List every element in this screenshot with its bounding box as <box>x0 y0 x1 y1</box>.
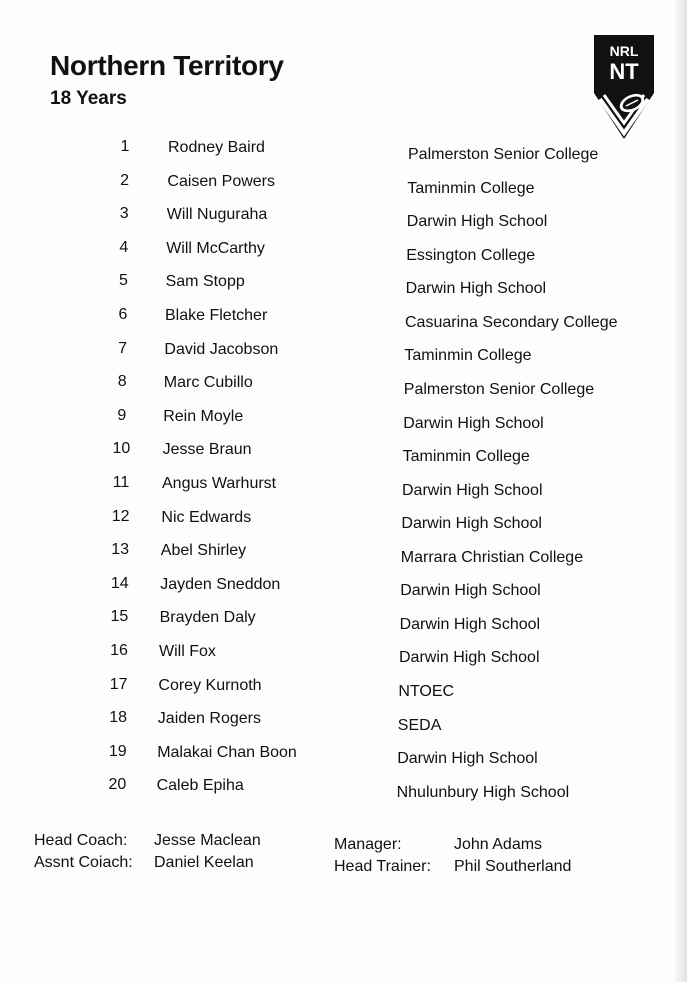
player-row <box>96 371 636 405</box>
player-school: NTOEC <box>398 683 455 701</box>
player-row <box>96 674 636 708</box>
player-name: Marc Cubillo <box>163 374 253 392</box>
player-school: Taminmin College <box>404 347 532 365</box>
page-title: Northern Territory <box>50 50 284 81</box>
player-name: Corey Kurnoth <box>158 676 262 694</box>
staff-role-label: Head Coach: <box>34 832 128 849</box>
player-number: 2 <box>120 171 130 189</box>
player-school: Darwin High School <box>400 582 541 600</box>
player-number: 3 <box>119 205 129 223</box>
player-row <box>96 237 636 271</box>
player-number: 8 <box>117 373 127 391</box>
player-number: 17 <box>109 675 128 693</box>
player-roster <box>96 136 636 808</box>
player-row <box>96 136 636 170</box>
player-name: Rodney Baird <box>168 139 265 156</box>
player-name: Caleb Epiha <box>156 777 244 795</box>
staff-line <box>34 854 324 876</box>
player-name: Brayden Daly <box>159 609 256 627</box>
staff-line <box>334 836 634 858</box>
staff-line <box>334 858 634 880</box>
player-number: 12 <box>111 507 130 525</box>
player-school: Darwin High School <box>402 481 543 499</box>
player-school: Essington College <box>406 246 536 264</box>
player-name: Will McCarthy <box>166 239 265 257</box>
player-school: Palmerston Senior College <box>408 146 599 163</box>
player-row <box>96 707 636 741</box>
player-row <box>96 338 636 372</box>
player-school: Darwin High School <box>397 750 538 768</box>
player-row <box>96 405 636 439</box>
player-number: 10 <box>112 440 131 458</box>
player-number: 15 <box>110 608 129 626</box>
player-row <box>96 472 636 506</box>
player-number: 5 <box>118 272 128 290</box>
staff-role-label: Manager: <box>334 836 402 853</box>
player-number: 16 <box>110 641 128 659</box>
player-name: Nic Edwards <box>161 508 252 526</box>
staff-line <box>34 832 324 854</box>
logo-text-nt: NT <box>609 59 639 84</box>
player-name: Blake Fletcher <box>165 306 268 324</box>
player-name: Jaiden Rogers <box>157 710 261 728</box>
player-school: Palmerston Senior College <box>403 380 595 398</box>
player-number: 18 <box>109 709 128 727</box>
player-number: 7 <box>118 339 128 357</box>
player-name: Jayden Sneddon <box>160 575 281 593</box>
player-school: Taminmin College <box>407 179 535 197</box>
player-name: Will Fox <box>159 642 216 660</box>
player-school: Casuarina Secondary College <box>405 313 618 331</box>
player-row <box>96 506 636 540</box>
player-school: Nhulunbury High School <box>396 783 570 801</box>
staff-person-name: John Adams <box>454 836 543 853</box>
player-row <box>96 170 636 204</box>
player-name: Caisen Powers <box>167 172 275 190</box>
player-row <box>96 573 636 607</box>
logo-text-nrl: NRL <box>609 43 639 59</box>
staff-person-name: Daniel Keelan <box>154 854 254 871</box>
player-row <box>96 438 636 472</box>
player-school: SEDA <box>397 716 442 734</box>
player-number: 19 <box>108 742 127 760</box>
player-number: 14 <box>110 574 129 592</box>
player-row <box>96 606 636 640</box>
player-school: Darwin High School <box>399 649 540 667</box>
player-school: Darwin High School <box>406 213 548 231</box>
player-name: Jesse Braun <box>162 441 252 459</box>
player-school: Darwin High School <box>405 280 547 298</box>
player-school: Darwin High School <box>401 515 542 533</box>
nrl-nt-logo <box>592 33 656 141</box>
player-number: 20 <box>108 776 127 794</box>
player-name: Will Nuguraha <box>166 206 268 224</box>
staff-role-label: Assnt Coiach: <box>34 854 133 871</box>
player-row <box>96 741 636 775</box>
player-school: Darwin High School <box>403 414 544 432</box>
player-row <box>96 774 636 808</box>
player-number: 9 <box>117 406 127 424</box>
player-name: David Jacobson <box>164 340 279 358</box>
player-number: 11 <box>112 473 130 491</box>
player-name: Malakai Chan Boon <box>157 743 297 761</box>
player-number: 4 <box>119 238 129 256</box>
player-school: Darwin High School <box>399 615 541 633</box>
staff-list-right <box>334 836 634 880</box>
player-name: Abel Shirley <box>160 542 247 560</box>
staff-list-left <box>34 832 324 876</box>
player-row <box>96 539 636 573</box>
player-row <box>96 270 636 304</box>
staff-role-label: Head Trainer: <box>334 858 431 875</box>
player-name: Sam Stopp <box>165 273 245 291</box>
staff-person-name: Phil Southerland <box>454 858 572 875</box>
player-school: Marrara Christian College <box>400 548 584 566</box>
player-row <box>96 304 636 338</box>
player-school: Taminmin College <box>402 448 530 466</box>
staff-person-name: Jesse Maclean <box>154 832 261 849</box>
player-name: Angus Warhurst <box>162 474 277 492</box>
player-number: 13 <box>111 541 130 559</box>
player-number: 1 <box>120 138 130 155</box>
player-row <box>96 203 636 237</box>
player-name: Rein Moyle <box>163 407 244 425</box>
player-row <box>96 640 636 674</box>
page-subtitle: 18 Years <box>50 88 127 109</box>
page-edge-shadow <box>673 0 687 982</box>
player-number: 6 <box>118 305 128 323</box>
